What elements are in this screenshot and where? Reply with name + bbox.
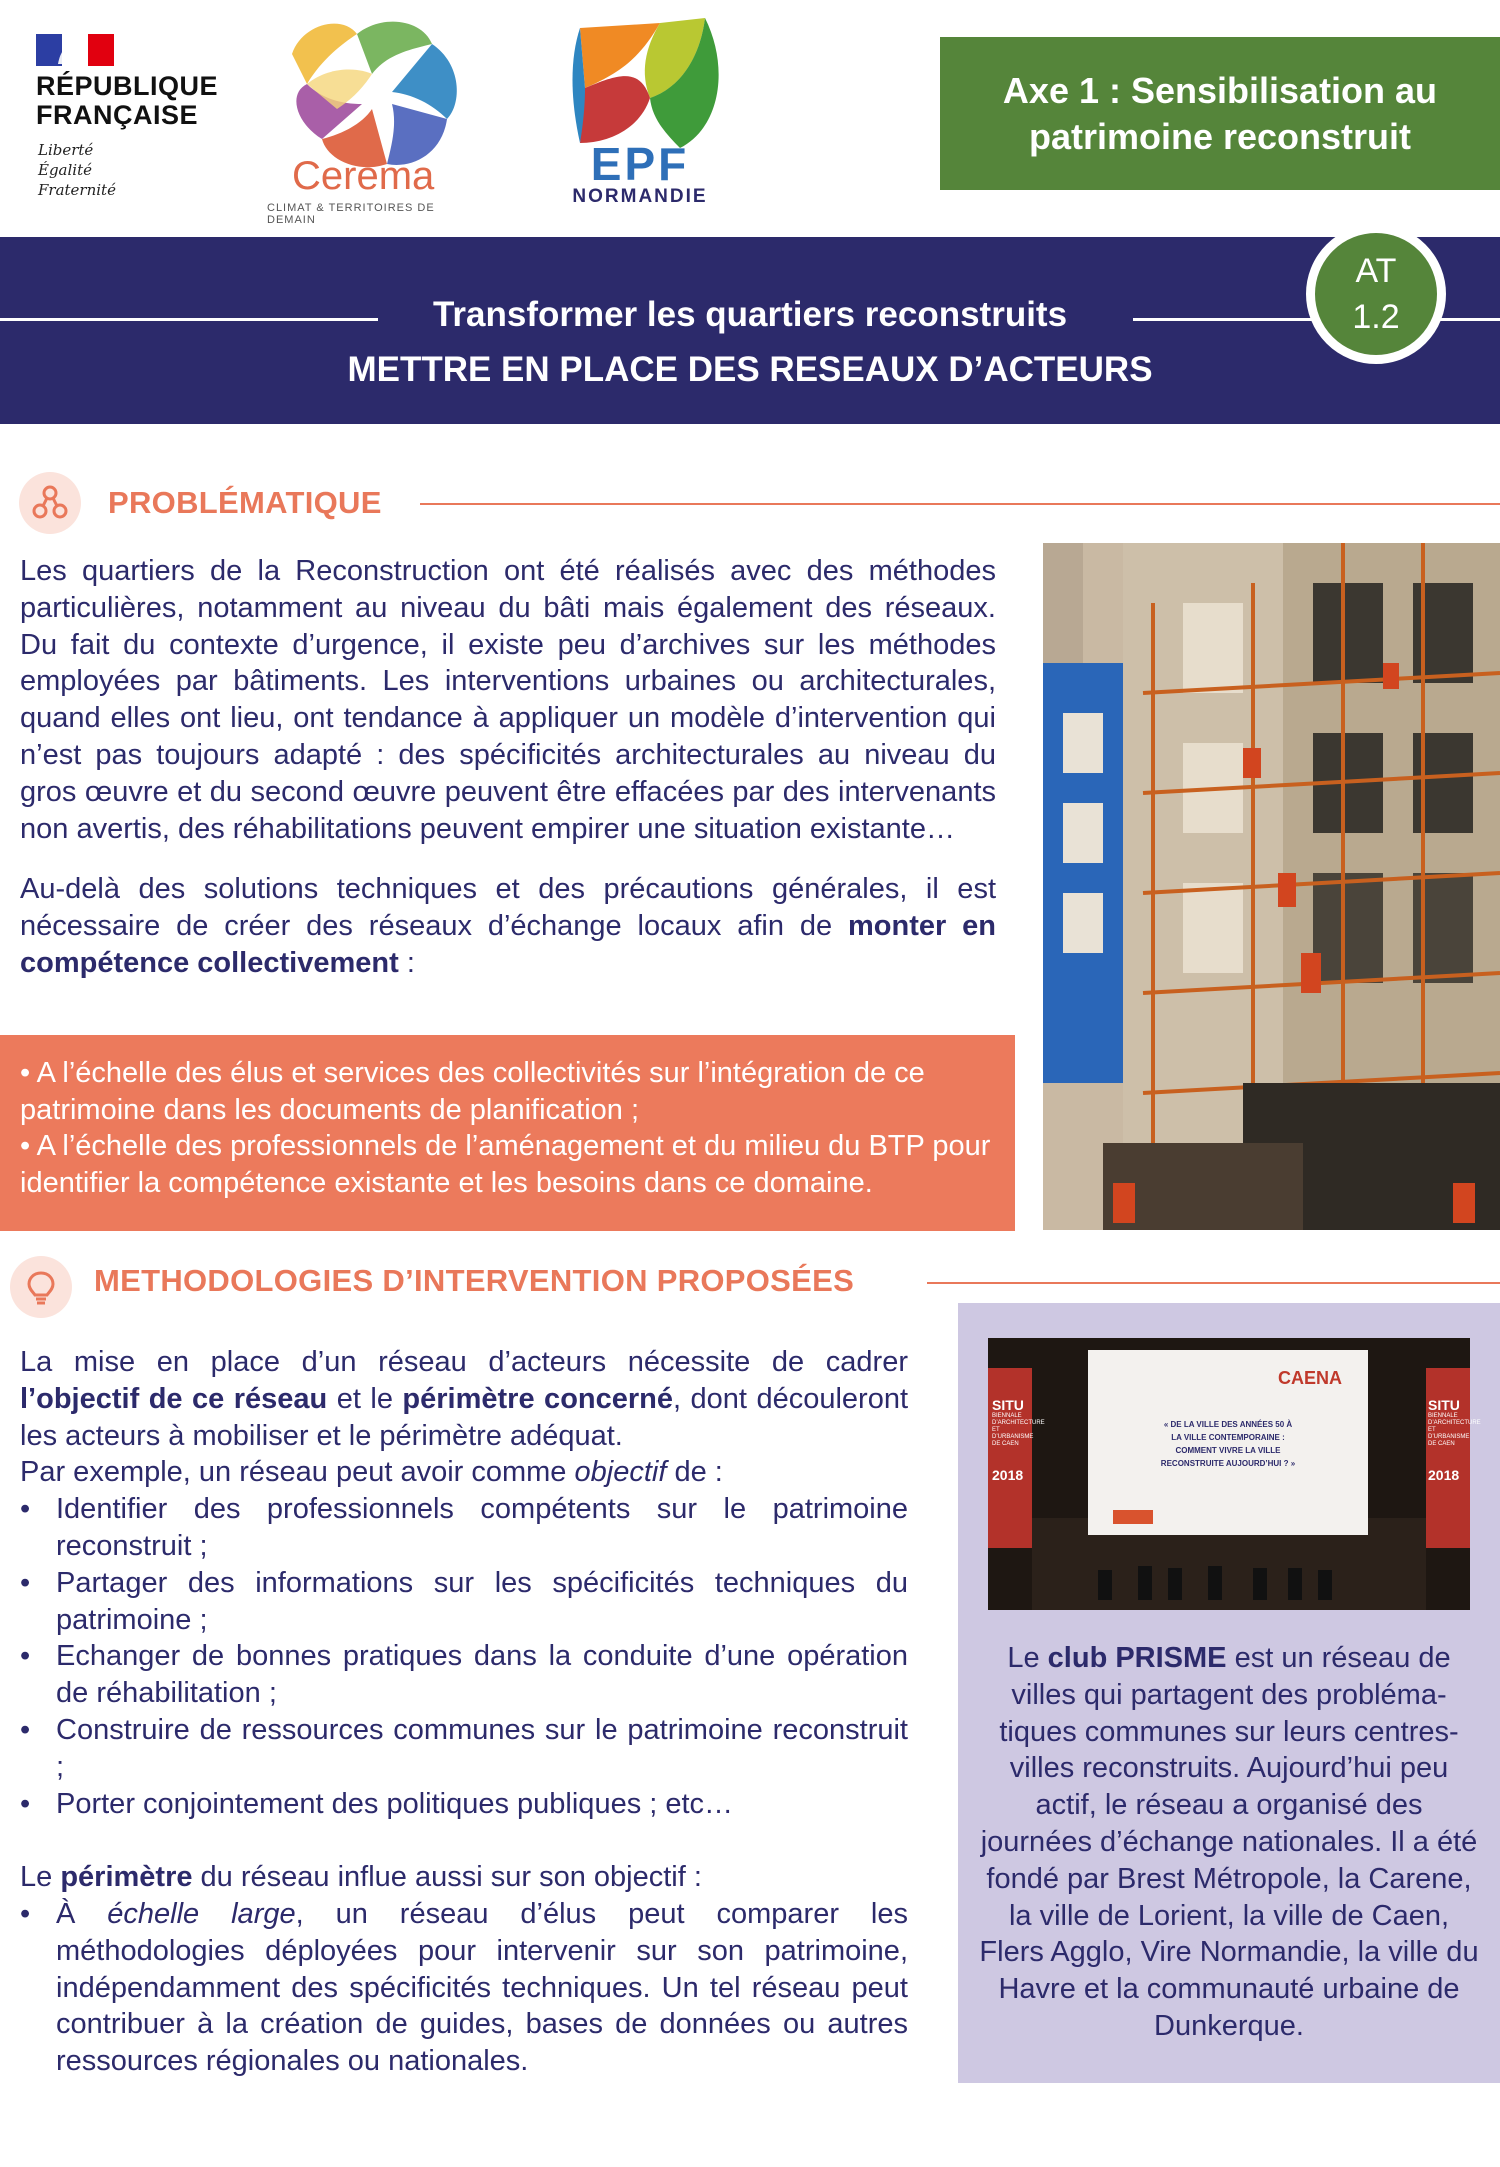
problematique-heading: PROBLÉMATIQUE: [108, 485, 382, 520]
objective-item: • Echanger de bonnes pratiques dans la conduite d’une opération de réhabilitation ;: [20, 1638, 908, 1712]
screen-text: « DE LA VILLE DES ANNÉES 50 À LA VILLE CONTEMPORAINE : COMMENT VIVRE LA VILLE RECONSTRUITE AUJOURD’HUI ? »: [1160, 1420, 1296, 1468]
problematique-paragraph-2: Au-delà des solutions techniques et des précautions générales, il est nécessaire de créer des réseaux d’échange locaux afin de monter en compétence collectivement :: [20, 873, 996, 979]
cerema-logo: [262, 14, 482, 226]
badge-line1: AT: [1355, 252, 1397, 290]
conference-photo: [988, 1338, 1481, 1610]
at-badge: [1306, 224, 1446, 364]
methodologies-intro: La mise en place d’un réseau d’acteurs nécessite de cadrer l’objectif de ce réseau et le périmètre concerné, dont découleront les acteurs à mobiliser et le périmètre adéquat.: [20, 1346, 909, 1452]
marianne-flag-icon: [36, 34, 114, 66]
objective-item: • Construire de ressources communes sur le patrimoine reconstruit ;: [20, 1712, 908, 1786]
scale-highlight-box: [0, 1035, 1015, 1231]
screen-logo: CAENA: [1278, 1368, 1343, 1388]
perimetre-item: • À échelle large, un réseau d’élus peut comparer les méthodologies déployées pour intervenir sur son patrimoine, indépendamment des spécificités techniques. Un tel réseau peut contribuer à la création de guides, bases de données ou autres ressources régionales ou nationales.: [20, 1896, 908, 2080]
situ-banner-left: SITU BIENNALE D’ARCHITECTURE ET D’URBANISME DE CAEN 2018: [992, 1397, 1045, 1483]
methodologies-example: Par exemple, un réseau peut avoir comme objectif de :: [20, 1456, 723, 1489]
methodologies-rule: [927, 1282, 1500, 1284]
prisme-description: Le club PRISME est un réseau de villes qui partagent des probléma-tiques communes sur leurs centres-villes reconstruits. Aujourd’hui peu actif, le réseau a organisé des journées d’échange nationales. Il a été fondé par Brest Métropole, la Carene, la ville de Lorient, la ville de Caen, Flers Agglo, Vire Normandie, la ville du Havre et la communauté urbaine de Dunkerque.: [979, 1642, 1479, 2042]
axe-label-box: [940, 37, 1500, 190]
methodologies-heading: METHODOLOGIES D’INTERVENTION PROPOSÉES: [94, 1263, 855, 1298]
problematique-rule: [420, 503, 1500, 505]
badge-line2: 1.2: [1352, 298, 1400, 336]
epf-symbol-icon: [540, 18, 740, 158]
banner-subtitle: Transformer les quartiers reconstruits: [432, 295, 1068, 334]
objectives-list: [20, 1491, 908, 1822]
highlight-item: • A l’échelle des professionnels de l’aménagement et du milieu du BTP pour identifier la compétence existante et les besoins dans ce domaine.: [20, 1130, 991, 1199]
epf-region: NORMANDIE: [572, 186, 708, 207]
problematique-text: [20, 553, 996, 982]
epf-wordmark: EPF: [590, 138, 690, 190]
objective-item: • Porter conjointement des politiques publiques ; etc…: [20, 1786, 908, 1823]
republique-francaise-logo: [36, 34, 236, 214]
methodologies-text: [20, 1344, 908, 2080]
cerema-wordmark: Cerema: [292, 154, 435, 198]
axe-label: Axe 1 : Sensibilisation au patrimoine reconstruit: [1002, 69, 1438, 157]
objective-item: • Identifier des professionnels compétents sur le patrimoine reconstruit ;: [20, 1491, 908, 1565]
epf-normandie-logo: [540, 18, 740, 208]
objective-item: • Partager des informations sur les spécificités techniques du patrimoine ;: [20, 1565, 908, 1639]
perimetre-intro: Le périmètre du réseau influe aussi sur son objectif :: [20, 1861, 702, 1894]
highlight-item: • A l’échelle des élus et services des collectivités sur l’intégration de ce patrimoine dans les documents de planification ;: [20, 1057, 925, 1126]
scaffolding-photo: [1043, 543, 1500, 1230]
problematique-paragraph-1: Les quartiers de la Reconstruction ont été réalisés avec des méthodes particulières, notamment au niveau du bâti mais également des réseaux. Du fait du contexte d’urgence, il existe peu d’archives sur les méthodes employées par bâtiments. Les interventions urbaines ou architecturales, quand elles ont lieu, ont tendance à appliquer un modèle d’intervention qui n’est pas toujours adapté : des spécificités architecturales au niveau du gros œuvre et du second œuvre peuvent être effacées par des intervenants non avertis, des réhabilitations peuvent empirer une situation existante…: [20, 555, 996, 845]
rf-title: RÉPUBLIQUE FRANÇAISE: [36, 71, 219, 130]
lightbulb-icon: [10, 1256, 72, 1318]
page-title: METTRE EN PLACE DES RESEAUX D’ACTEURS: [347, 350, 1153, 389]
perimetre-list: [20, 1896, 908, 2080]
network-icon: [19, 472, 81, 534]
cerema-tagline: CLIMAT & TERRITOIRES DE DEMAIN: [267, 202, 435, 226]
situ-banner-right: SITU BIENNALE D’ARCHITECTURE ET D’URBANISME DE CAEN 2018: [1428, 1397, 1481, 1483]
rf-motto: Liberté Égalité Fraternité: [38, 141, 116, 199]
